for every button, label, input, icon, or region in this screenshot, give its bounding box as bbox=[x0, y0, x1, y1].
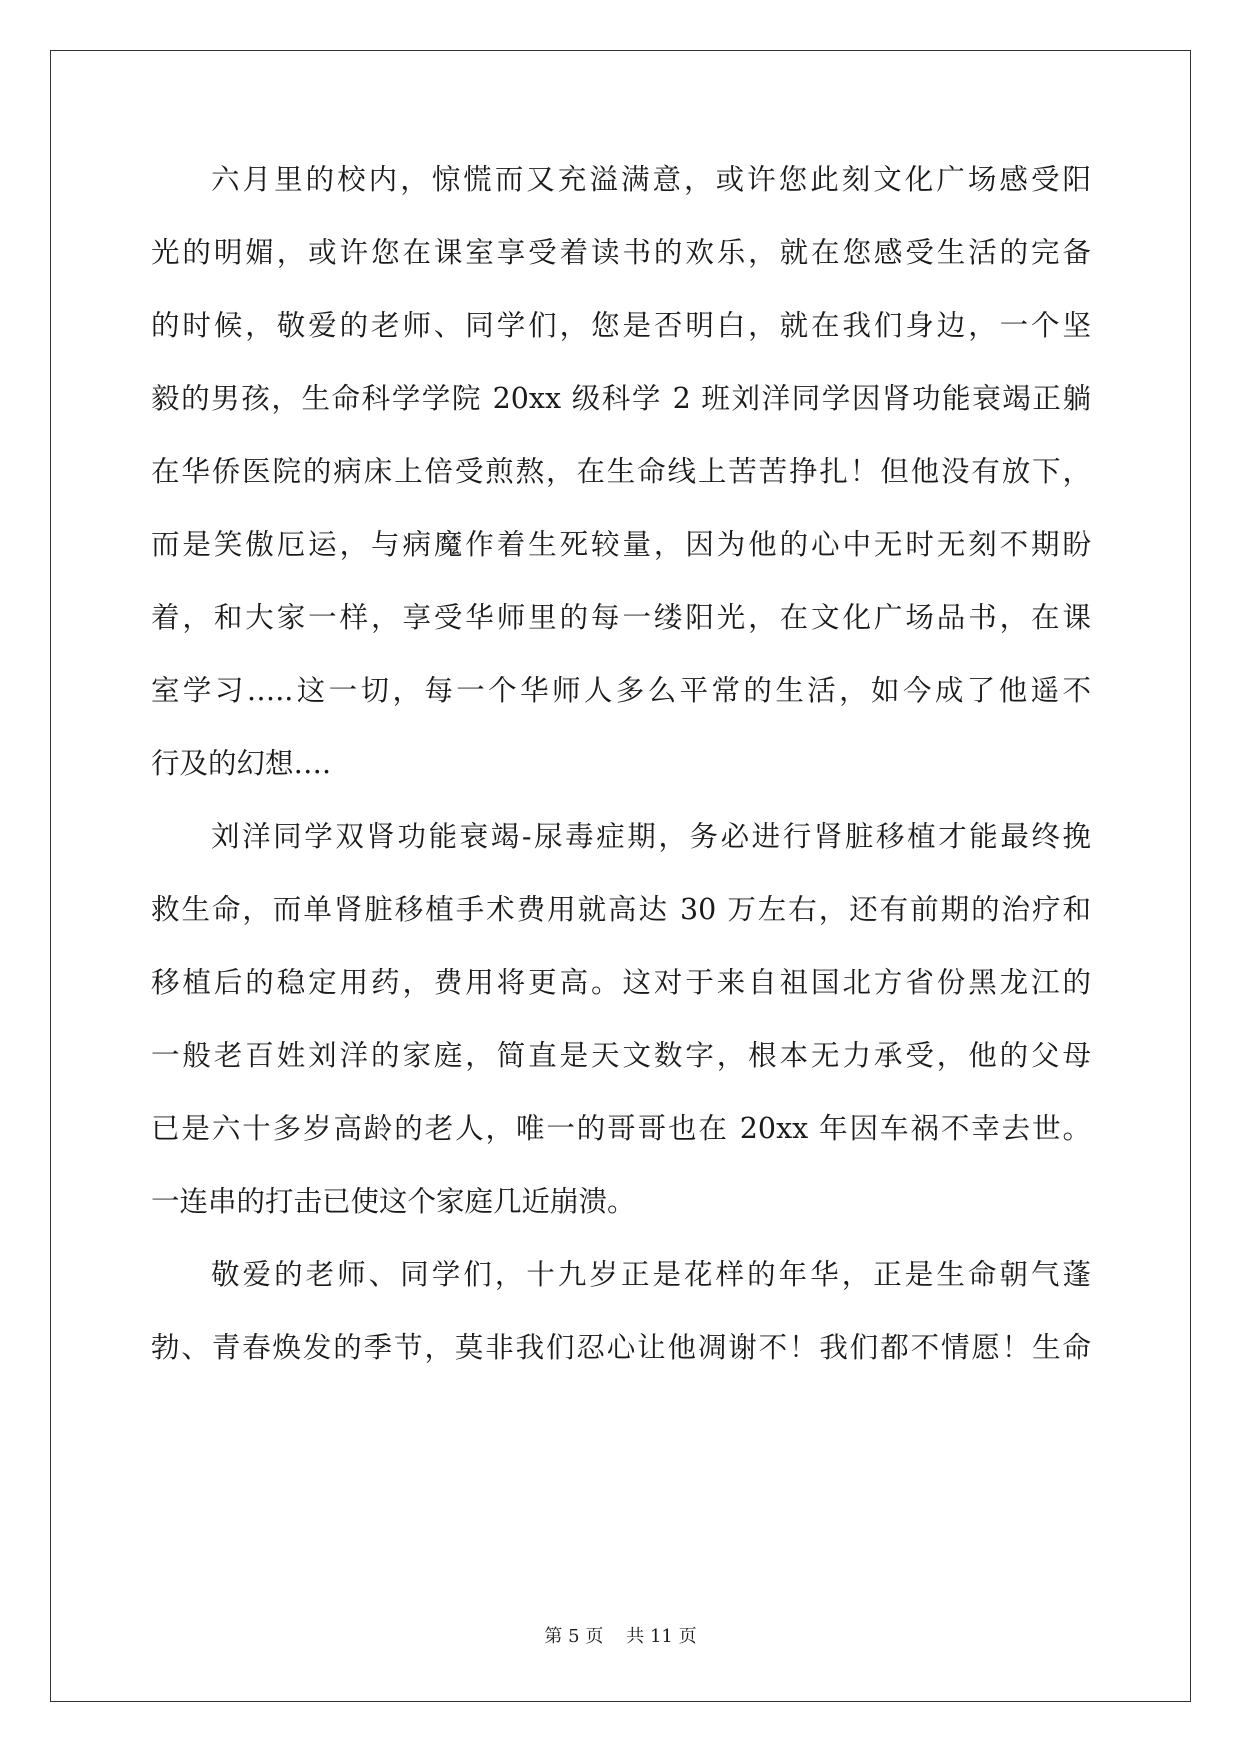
text-line: 的时候，敬爱的老师、同学们，您是否明白，就在我们身边，一个坚 bbox=[151, 309, 1091, 342]
text-line: 毅的男孩，生命科学学院 20xx 级科学 2 班刘洋同学因肾功能衰竭正躺 bbox=[151, 382, 1091, 415]
page-number: 第 5 页 bbox=[544, 1626, 604, 1647]
text-line: 一般老百姓刘洋的家庭，简直是天文数字，根本无力承受，他的父母 bbox=[151, 1039, 1091, 1072]
page-footer bbox=[0, 1622, 1241, 1648]
text-line: 移植后的稳定用药，费用将更高。这对于来自祖国北方省份黑龙江的 bbox=[151, 966, 1091, 999]
page-frame bbox=[50, 50, 1191, 1702]
text-line: 室学习…..这一切，每一个华师人多么平常的生活，如今成了他遥不 bbox=[151, 674, 1091, 707]
text-line: 六月里的校内，惊慌而又充溢满意，或许您此刻文化广场感受阳 bbox=[211, 163, 1091, 196]
text-line: 勃、青春焕发的季节，莫非我们忍心让他凋谢不！我们都不情愿！生命 bbox=[151, 1331, 1091, 1364]
text-line: 救生命，而单肾脏移植手术费用就高达 30 万左右，还有前期的治疗和 bbox=[151, 893, 1091, 926]
text-line: 行及的幻想…. bbox=[151, 747, 332, 780]
text-line: 已是六十多岁高龄的老人，唯一的哥哥也在 20xx 年因车祸不幸去世。 bbox=[151, 1112, 1091, 1145]
text-line: 光的明媚，或许您在课室享受着读书的欢乐，就在您感受生活的完备 bbox=[151, 236, 1091, 269]
text-line: 着，和大家一样，享受华师里的每一缕阳光，在文化广场品书，在课 bbox=[151, 601, 1091, 634]
page-total: 共 11 页 bbox=[626, 1626, 697, 1647]
text-line: 一连串的打击已使这个家庭几近崩溃。 bbox=[151, 1185, 636, 1218]
text-line: 在华侨医院的病床上倍受煎熬，在生命线上苦苦挣扎！但他没有放下， bbox=[151, 455, 1091, 488]
text-line: 刘洋同学双肾功能衰竭-尿毒症期，务必进行肾脏移植才能最终挽 bbox=[211, 820, 1091, 853]
text-line: 敬爱的老师、同学们，十九岁正是花样的年华，正是生命朝气蓬 bbox=[211, 1258, 1091, 1291]
text-line: 而是笑傲厄运，与病魔作着生死较量，因为他的心中无时无刻不期盼 bbox=[151, 528, 1091, 561]
